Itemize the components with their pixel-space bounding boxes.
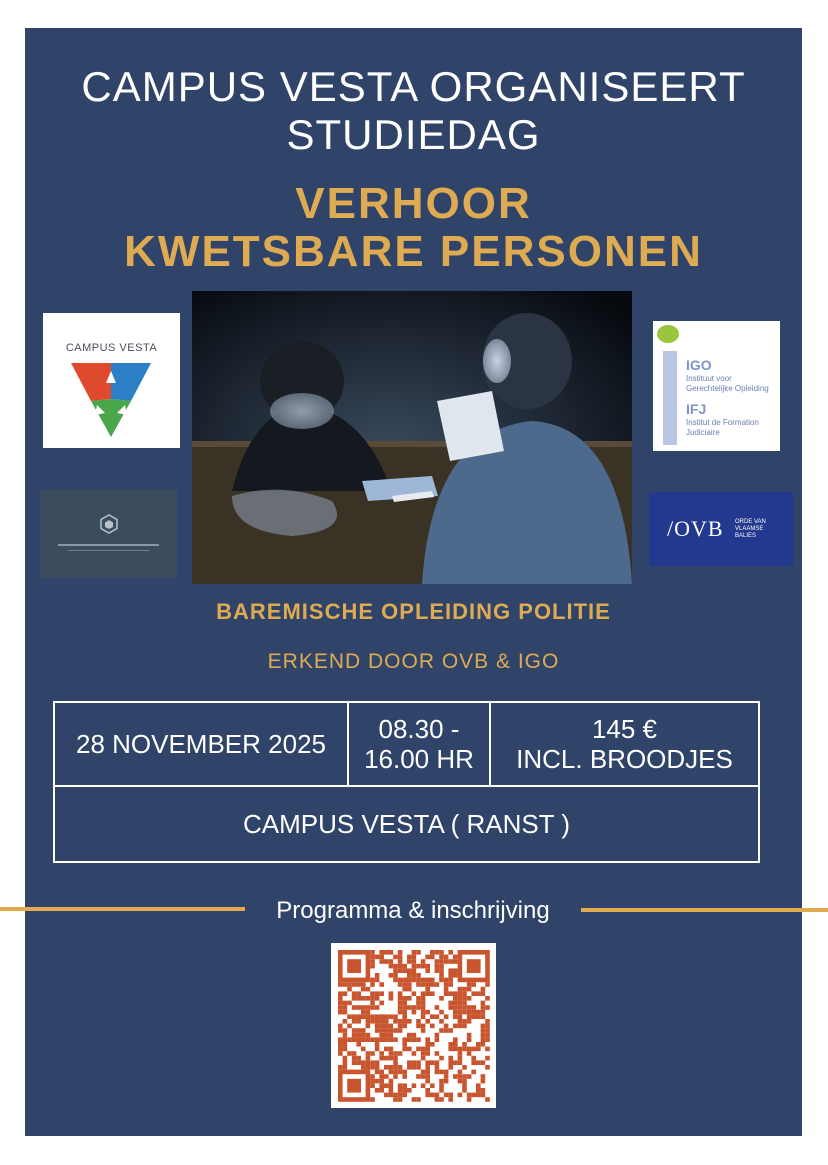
hexagon-icon: [100, 514, 118, 534]
header-line-2: STUDIEDAG: [286, 111, 541, 158]
ifj-line-2: Judiciaire: [686, 428, 720, 437]
event-time-end: 16.00 HR: [364, 744, 474, 774]
igo-line-2: Gerechtelijke Opleiding: [686, 384, 769, 393]
event-price-amount: 145 €: [591, 714, 658, 744]
ifj-line-1: Institut de Formation: [686, 418, 759, 427]
campus-vesta-logo: [43, 313, 180, 448]
header-line-1: CAMPUS VESTA ORGANISEERT: [81, 63, 746, 110]
interrogation-scene-image: [192, 291, 632, 584]
igo-ifj-logo: [653, 321, 780, 451]
campus-vesta-triangle-icon: [71, 363, 151, 438]
logo-caption-line-2: [68, 550, 149, 551]
ovb-line-2: VLAAMSE: [735, 526, 764, 532]
headline-line-1: VERHOOR: [295, 179, 532, 228]
event-price-note: INCL. BROODJES: [516, 744, 733, 774]
speech-bubble-icon: [657, 325, 679, 343]
program-registration-label: Programma & inschrijving: [276, 897, 550, 924]
qr-code-image[interactable]: [331, 943, 496, 1108]
gold-rule-left: [0, 907, 245, 911]
subtitle: BAREMISCHE OPLEIDING POLITIE: [216, 599, 611, 624]
dark-partner-logo: [40, 490, 177, 578]
campus-vesta-logo-text: CAMPUS VESTA: [65, 342, 158, 354]
event-time-start: 08.30 -: [378, 714, 460, 744]
recognition: ERKEND DOOR OVB & IGO: [267, 650, 560, 673]
qr-code[interactable]: [331, 943, 496, 1108]
ovb-line-3: BALIES: [735, 533, 757, 539]
ovb-line-1: ORDE VAN: [735, 519, 766, 525]
logo-caption-line: [58, 544, 159, 546]
headline-line-2: KWETSBARE PERSONEN: [124, 227, 703, 276]
ovb-logo: [649, 492, 793, 566]
igo-title: IGO: [686, 357, 712, 373]
qr-finder-pattern: [340, 1072, 368, 1100]
igo-bar: [663, 351, 677, 445]
event-time: [349, 703, 489, 785]
ifj-title: IFJ: [686, 401, 707, 417]
event-details-box: [53, 701, 760, 863]
event-price: [491, 703, 758, 785]
event-venue: CAMPUS VESTA ( RANST ): [243, 808, 570, 839]
qr-finder-pattern: [340, 952, 368, 980]
event-date: 28 NOVEMBER 2025: [75, 729, 326, 759]
interrogation-photo: [192, 291, 632, 584]
gold-rule-right: [581, 908, 828, 912]
ovb-mark: /OVB: [667, 516, 724, 541]
qr-finder-pattern: [460, 952, 488, 980]
igo-line-1: Instituut voor: [686, 374, 732, 383]
